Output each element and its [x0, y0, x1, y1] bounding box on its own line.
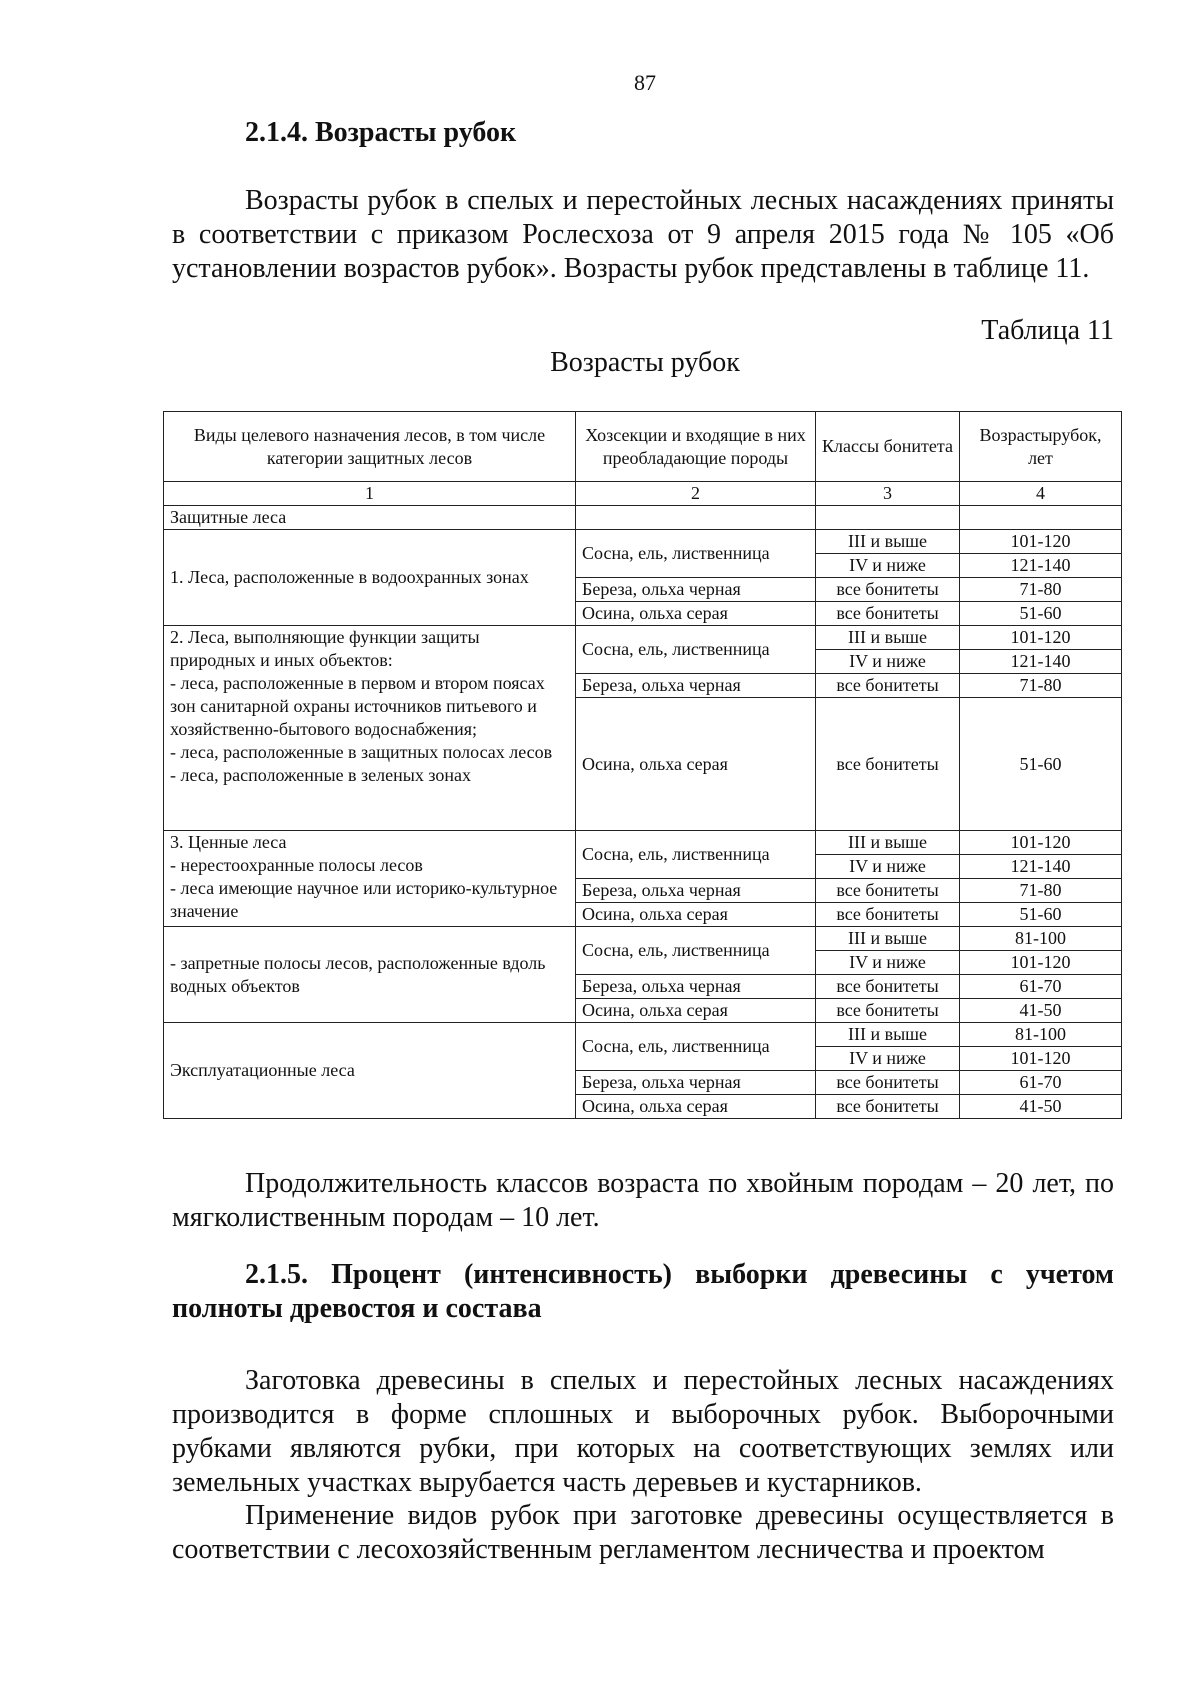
- age-cell: 121-140: [960, 554, 1122, 578]
- category-cell: 2. Леса, выполняющие функции защиты природных и иных объектов: - леса, расположенные в первом и втором поясах зон санитарной охраны источников питьевого и хозяйственно-бытового водоснабжения; - леса, расположенные в защитных полосах лесов - леса, расположенные в зеленых зонах: [164, 626, 576, 831]
- intro-paragraph: Возрасты рубок в спелых и перестойных лесных насаждениях приняты в соответствии с приказом Рослесхоза от 9 апреля 2015 года № 105 «Об установлении возрастов рубок». Возрасты рубок представлены в таблице 11.: [172, 185, 1114, 284]
- bonitet-cell: все бонитеты: [816, 999, 960, 1023]
- section-heading-2-1-5: 2.1.5. Процент (интенсивность) выборки древесины с учетом полноты древостоя и состава: [172, 1259, 1114, 1324]
- bonitet-cell: все бонитеты: [816, 698, 960, 831]
- bonitet-cell: все бонитеты: [816, 602, 960, 626]
- age-cell: 81-100: [960, 1023, 1122, 1047]
- bonitet-cell: все бонитеты: [816, 879, 960, 903]
- bonitet-cell: IV и ниже: [816, 951, 960, 975]
- category-cell: - запретные полосы лесов, расположенные вдоль водных объектов: [164, 927, 576, 1023]
- age-cell: 101-120: [960, 530, 1122, 554]
- header-cutting-age: Возрастырубок, лет: [960, 412, 1122, 482]
- age-cell: 121-140: [960, 650, 1122, 674]
- column-number-row: [164, 482, 1122, 506]
- species-cell: Сосна, ель, лиственница: [576, 530, 816, 578]
- species-cell: Береза, ольха черная: [576, 879, 816, 903]
- species-cell: Береза, ольха черная: [576, 578, 816, 602]
- age-cell: 101-120: [960, 1047, 1122, 1071]
- table-row: [164, 927, 1122, 951]
- species-cell: Сосна, ель, лиственница: [576, 1023, 816, 1071]
- age-cell: 51-60: [960, 602, 1122, 626]
- bonitet-cell: все бонитеты: [816, 578, 960, 602]
- age-cell: 51-60: [960, 903, 1122, 927]
- header-forest-purpose: Виды целевого назначения лесов, в том числе категории защитных лесов: [164, 412, 576, 482]
- group-label: Защитные леса: [164, 506, 576, 530]
- age-cell: 81-100: [960, 927, 1122, 951]
- group-row-protective: [164, 506, 1122, 530]
- species-cell: Осина, ольха серая: [576, 903, 816, 927]
- species-cell: Береза, ольха черная: [576, 674, 816, 698]
- bonitet-cell: все бонитеты: [816, 1095, 960, 1119]
- species-cell: Береза, ольха черная: [576, 1071, 816, 1095]
- species-cell: Осина, ольха серая: [576, 999, 816, 1023]
- category-cell: 1. Леса, расположенные в водоохранных зонах: [164, 530, 576, 626]
- age-class-paragraph: Продолжительность классов возраста по хвойным породам – 20 лет, по мягколиственным породам – 10 лет.: [172, 1168, 1114, 1233]
- category-cell: Эксплуатационные леса: [164, 1023, 576, 1119]
- header-sections-species: Хозсекции и входящие в них преобладающие породы: [576, 412, 816, 482]
- age-cell: 41-50: [960, 1095, 1122, 1119]
- cutting-types-paragraph: Применение видов рубок при заготовке древесины осуществляется в соответствии с лесохозяйственным регламентом лесничества и проектом: [172, 1500, 1114, 1565]
- bonitet-cell: все бонитеты: [816, 1071, 960, 1095]
- col-number: 3: [816, 482, 960, 506]
- bonitet-cell: IV и ниже: [816, 1047, 960, 1071]
- age-cell: 41-50: [960, 999, 1122, 1023]
- bonitet-cell: III и выше: [816, 1023, 960, 1047]
- age-cell: 71-80: [960, 879, 1122, 903]
- species-cell: Сосна, ель, лиственница: [576, 831, 816, 879]
- col-number: 1: [164, 482, 576, 506]
- bonitet-cell: III и выше: [816, 927, 960, 951]
- table-row: [164, 530, 1122, 554]
- table-header-row: [164, 412, 1122, 482]
- age-cell: 61-70: [960, 975, 1122, 999]
- cutting-age-table: [163, 411, 1122, 1119]
- species-cell: Сосна, ель, лиственница: [576, 927, 816, 975]
- age-cell: 61-70: [960, 1071, 1122, 1095]
- harvest-paragraph: Заготовка древесины в спелых и перестойных лесных насаждениях производится в форме сплошных и выборочных рубок. Выборочными рубками являются рубки, при которых на соответствующих землях или земельных участках вырубается часть деревьев и кустарников.: [172, 1365, 1114, 1498]
- age-cell: 51-60: [960, 698, 1122, 831]
- header-bonitet-class: Классы бонитета: [816, 412, 960, 482]
- category-cell: 3. Ценные леса - нерестоохранные полосы лесов - леса имеющие научное или историко-культурное значение: [164, 831, 576, 927]
- page-number: 87: [634, 70, 656, 95]
- species-cell: Осина, ольха серая: [576, 698, 816, 831]
- bonitet-cell: III и выше: [816, 530, 960, 554]
- col-number: 4: [960, 482, 1122, 506]
- bonitet-cell: IV и ниже: [816, 855, 960, 879]
- col-number: 2: [576, 482, 816, 506]
- species-cell: Осина, ольха серая: [576, 1095, 816, 1119]
- age-cell: 101-120: [960, 626, 1122, 650]
- table-row: [164, 626, 1122, 650]
- bonitet-cell: IV и ниже: [816, 650, 960, 674]
- age-cell: 71-80: [960, 578, 1122, 602]
- bonitet-cell: все бонитеты: [816, 903, 960, 927]
- table-row: [164, 1023, 1122, 1047]
- section-heading-2-1-4: 2.1.4. Возрасты рубок: [245, 117, 517, 148]
- age-cell: 101-120: [960, 831, 1122, 855]
- table-caption: Возрасты рубок: [550, 347, 740, 378]
- bonitet-cell: все бонитеты: [816, 975, 960, 999]
- table-row: [164, 831, 1122, 855]
- bonitet-cell: III и выше: [816, 626, 960, 650]
- bonitet-cell: IV и ниже: [816, 554, 960, 578]
- species-cell: Сосна, ель, лиственница: [576, 626, 816, 674]
- species-cell: Осина, ольха серая: [576, 602, 816, 626]
- age-cell: 71-80: [960, 674, 1122, 698]
- age-cell: 121-140: [960, 855, 1122, 879]
- table-number: Таблица 11: [981, 315, 1114, 346]
- species-cell: Береза, ольха черная: [576, 975, 816, 999]
- bonitet-cell: все бонитеты: [816, 674, 960, 698]
- bonitet-cell: III и выше: [816, 831, 960, 855]
- age-cell: 101-120: [960, 951, 1122, 975]
